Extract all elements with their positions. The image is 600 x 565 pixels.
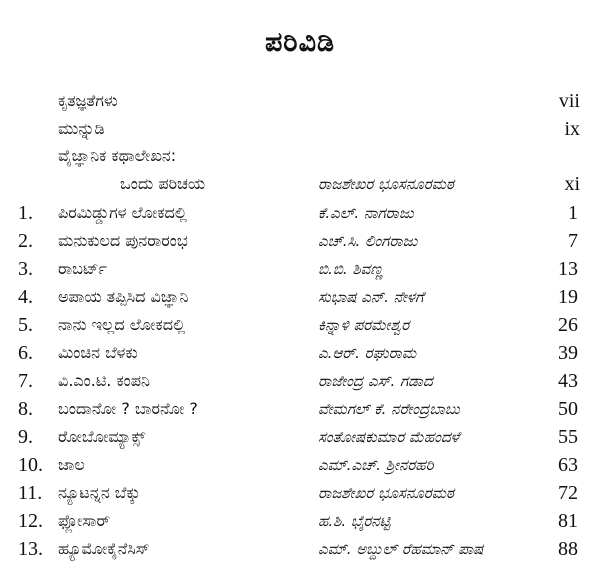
toc-row-chapter-4 [0, 283, 600, 311]
chapter-page: 7 [568, 230, 578, 252]
chapter-page: 88 [558, 538, 578, 560]
chapter-title: ನ್ಯೂಟನ್ನನ ಬೆಕ್ಕು [58, 483, 141, 502]
chapter-number: 9. [18, 426, 33, 448]
toc-row-foreword [0, 115, 600, 143]
chapter-author: ಸುಭಾಷ ಎನ್. ನೇಳಗೆ [318, 288, 424, 306]
toc-row-chapter-11 [0, 479, 600, 507]
chapter-author: ಎಮ್. ಅಬ್ದುಲ್ ರೆಹಮಾನ್ ಪಾಷ [318, 540, 484, 558]
chapter-page: 43 [558, 370, 578, 392]
entry-title: ಕೃತಜ್ಞತೆಗಳು [58, 91, 118, 110]
chapter-author: ಬಿ.ಬಿ. ಶಿವಣ್ಣ [318, 260, 384, 278]
chapter-page: 50 [558, 398, 578, 420]
chapter-number: 8. [18, 398, 33, 420]
chapter-page: 63 [558, 454, 578, 476]
chapter-number: 4. [18, 286, 33, 308]
chapter-title: ಫ್ಲೋಸಾರ್ [58, 511, 111, 530]
chapter-page: 19 [558, 286, 578, 308]
chapter-author: ಎಮ್.ಎಚ್. ಶ್ರೀನರಹರಿ [318, 456, 434, 474]
toc-row-introduction-line1 [0, 142, 600, 170]
chapter-page: 39 [558, 342, 578, 364]
toc-row-chapter-10 [0, 451, 600, 479]
toc-row-chapter-6 [0, 339, 600, 367]
toc-row-chapter-7 [0, 367, 600, 395]
chapter-number: 12. [18, 510, 43, 532]
chapter-number: 3. [18, 258, 33, 280]
chapter-title: ರೋಬೋಮ್ಯಾಕ್ಸ್ [58, 427, 146, 446]
chapter-number: 5. [18, 314, 33, 336]
chapter-page: 13 [558, 258, 578, 280]
chapter-title: ಹ್ಯೂಮೋಕೈನೆಸಿಸ್ [58, 539, 150, 558]
chapter-title: ರಾಬರ್ಟ್ [58, 259, 107, 278]
chapter-number: 6. [18, 342, 33, 364]
toc-row-chapter-8 [0, 395, 600, 423]
chapter-author: ರಾಜೇಂದ್ರ ಎಸ್. ಗಡಾದ [318, 372, 433, 390]
chapter-title: ಮಿಂಚಿನ ಬೆಳಕು [58, 343, 138, 362]
entry-title: ವೈಜ್ಞಾನಿಕ ಕಥಾಲೇಖನ: [58, 146, 177, 165]
entry-title: ಮುನ್ನುಡಿ [58, 119, 105, 138]
chapter-number: 1. [18, 202, 33, 224]
toc-row-chapter-2 [0, 227, 600, 255]
chapter-page: 55 [558, 426, 578, 448]
toc-row-chapter-5 [0, 311, 600, 339]
toc-row-chapter-12 [0, 507, 600, 535]
chapter-number: 10. [18, 454, 43, 476]
chapter-number: 2. [18, 230, 33, 252]
chapter-page: 81 [558, 510, 578, 532]
chapter-number: 13. [18, 538, 43, 560]
chapter-number: 11. [18, 482, 43, 504]
chapter-author: ಎಚ್.ಸಿ. ಲಿಂಗರಾಜು [318, 232, 418, 250]
chapter-title: ನಾನು ಇಲ್ಲದ ಲೋಕದಲ್ಲಿ [58, 315, 186, 334]
chapter-author: ಎ.ಆರ್. ರಘುರಾಮ [318, 344, 417, 362]
toc-row-chapter-13 [0, 535, 600, 563]
chapter-author: ಸಂತೋಷಕುಮಾರ ಮೆಹಂದಳೆ [318, 428, 460, 446]
entry-page: ix [564, 118, 580, 140]
entry-author: ರಾಜಶೇಖರ ಭೂಸನೂರಮಠ [318, 175, 454, 193]
chapter-author: ರಾಜಶೇಖರ ಭೂಸನೂರಮಠ [318, 484, 454, 502]
chapter-author: ಕೆ.ಎಲ್. ನಾಗರಾಜು [318, 204, 414, 222]
page-title: ಪರಿವಿಡಿ [265, 27, 335, 58]
chapter-title: ಅಪಾಯ ತಪ್ಪಿಸಿದ ವಿಜ್ಞಾನಿ [58, 287, 189, 306]
chapter-title: ವಿ.ಎಂ.ಟಿ. ಕಂಪನಿ [58, 371, 150, 390]
chapter-page: 26 [558, 314, 578, 336]
chapter-title: ಬಂದಾನೋ ? ಬಾರನೋ ? [58, 399, 198, 418]
chapter-page: 72 [558, 482, 578, 504]
chapter-title: ಪಿರಮಿಡ್ಡುಗಳ ಲೋಕದಲ್ಲಿ [58, 203, 187, 222]
toc-row-chapter-3 [0, 255, 600, 283]
chapter-page: 1 [568, 202, 578, 224]
chapter-title: ಜಾಲ [58, 455, 85, 474]
entry-title-continued: ಒಂದು ಪರಿಚಯ [120, 174, 206, 193]
chapter-title: ಮನುಕುಲದ ಪುನರಾರಂಭ [58, 231, 188, 250]
entry-page: vii [558, 90, 580, 112]
toc-row-chapter-1 [0, 199, 600, 227]
toc-row-chapter-9 [0, 423, 600, 451]
chapter-author: ಕಿನ್ನಾಳಿ ಪರಮೇಶ್ವರ [318, 316, 410, 334]
chapter-number: 7. [18, 370, 33, 392]
toc-row-introduction [0, 170, 600, 198]
toc-row-acknowledgements [0, 87, 600, 115]
entry-page: xi [564, 173, 580, 195]
chapter-author: ವೇಮಗಲ್ ಕೆ. ನರೇಂದ್ರಬಾಬು [318, 400, 460, 418]
chapter-author: ಹ.ಶಿ. ಭೈರನಟ್ಟಿ [318, 512, 391, 530]
